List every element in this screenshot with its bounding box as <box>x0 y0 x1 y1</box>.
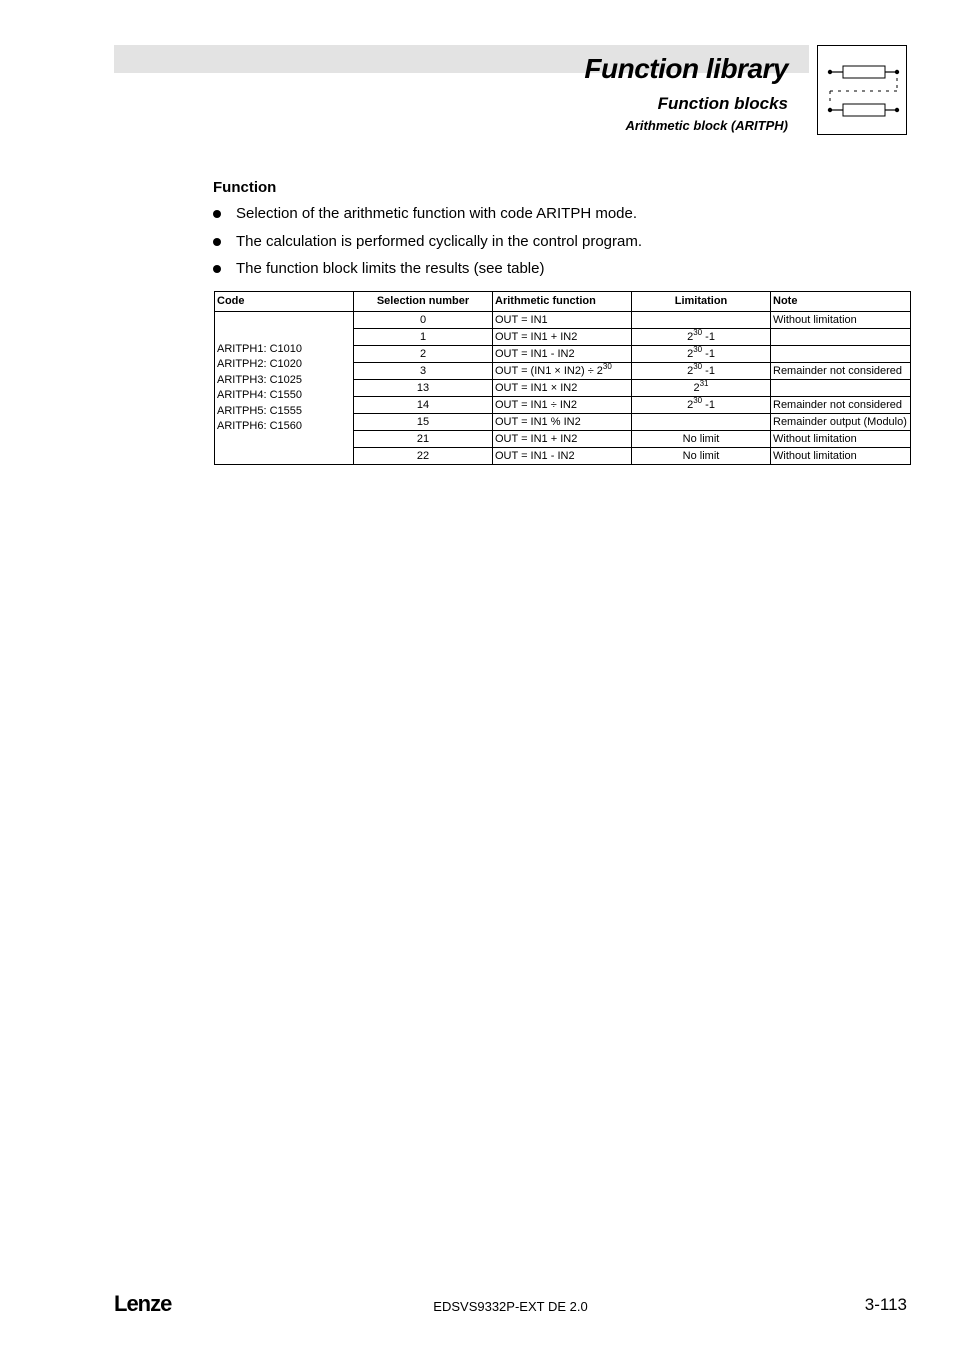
code-item: ARITPH2: C1020 <box>217 358 302 370</box>
limitation-cell <box>632 312 771 329</box>
bullet-icon <box>213 210 221 218</box>
note-cell: Remainder not considered <box>771 397 911 414</box>
arithmetic-function-cell: OUT = IN1 % IN2 <box>493 414 632 431</box>
bullet-list <box>213 205 642 288</box>
selection-number-cell: 14 <box>354 397 493 414</box>
arithmetic-function-table <box>214 291 911 465</box>
code-item: ARITPH1: C1010 <box>217 342 302 355</box>
note-cell: Remainder output (Modulo) <box>771 414 911 431</box>
note-cell: Remainder not considered <box>771 363 911 380</box>
document-id: EDSVS9332P-EXT DE 2.0 <box>433 1299 588 1314</box>
lenze-logo: Lenze <box>114 1291 172 1316</box>
code-item: ARITPH5: C1555 <box>217 404 302 417</box>
limitation-cell: $2^{31}$ <box>632 380 771 397</box>
limitation-cell: $2^{30}$ -1 <box>632 363 771 380</box>
section-subtitle: Arithmetic block (ARITPH) <box>625 118 788 133</box>
table-header-row <box>215 292 911 312</box>
arithmetic-function-cell: OUT = IN1 - IN2 <box>493 346 632 363</box>
code-item: ARITPH3: C1025 <box>217 373 302 386</box>
note-cell <box>771 346 911 363</box>
selection-number-cell: 3 <box>354 363 493 380</box>
selection-number-cell: 13 <box>354 380 493 397</box>
header-note: Note <box>771 292 911 312</box>
bullet-icon <box>213 265 221 273</box>
arithmetic-function-cell: OUT = IN1 - IN2 <box>493 448 632 465</box>
selection-number-cell: 22 <box>354 448 493 465</box>
arithmetic-function-cell: OUT = IN1 + IN2 <box>493 431 632 448</box>
bullet-icon <box>213 238 221 246</box>
bullet-item: The calculation is performed cyclically in the control program. <box>213 233 642 261</box>
bullet-item: The function block limits the results (see table) <box>213 260 642 288</box>
selection-number-cell: 0 <box>354 312 493 329</box>
limitation-cell: $2^{30}$ -1 <box>632 346 771 363</box>
header-code: Code <box>215 292 354 312</box>
limitation-cell: $2^{30}$ -1 <box>632 397 771 414</box>
selection-number-cell: 1 <box>354 329 493 346</box>
limitation-cell: $2^{30}$ -1 <box>632 329 771 346</box>
code-item: ARITPH6: C1560 <box>217 420 302 432</box>
note-cell <box>771 329 911 346</box>
page-number: 3-113 <box>864 1295 907 1314</box>
bullet-item: Selection of the arithmetic function with code ARITPH mode. <box>213 205 642 233</box>
header-arithmetic-function: Arithmetic function <box>493 292 632 312</box>
arithmetic-function-cell: OUT = IN1 + IN2 <box>493 329 632 346</box>
code-cell <box>215 312 354 465</box>
limitation-cell: No limit <box>632 431 771 448</box>
table-row <box>215 312 911 329</box>
function-block-icon <box>817 45 907 135</box>
selection-number-cell: 2 <box>354 346 493 363</box>
header-limitation: Limitation <box>632 292 771 312</box>
arithmetic-function-cell: OUT = IN1 × IN2 <box>493 380 632 397</box>
selection-number-cell: 21 <box>354 431 493 448</box>
page-title: Function library <box>584 53 788 84</box>
function-block-diagram-icon <box>818 46 906 134</box>
limitation-cell: No limit <box>632 448 771 465</box>
note-cell: Without limitation <box>771 312 911 329</box>
section-heading: Function <box>213 179 277 196</box>
note-cell <box>771 380 911 397</box>
limitation-cell <box>632 414 771 431</box>
selection-number-cell: 15 <box>354 414 493 431</box>
arithmetic-function-cell: OUT = IN1 <box>493 312 632 329</box>
note-cell: Without limitation <box>771 431 911 448</box>
chapter-subtitle: Function blocks <box>657 94 788 113</box>
header-selection-number: Selection number <box>354 292 493 312</box>
note-cell: Without limitation <box>771 448 911 465</box>
arithmetic-function-cell: OUT = $(IN1 \times IN2) \div 2^{30}$ <box>493 363 632 380</box>
code-item: ARITPH4: C1550 <box>217 389 302 401</box>
arithmetic-function-cell: OUT = IN1 ÷ IN2 <box>493 397 632 414</box>
